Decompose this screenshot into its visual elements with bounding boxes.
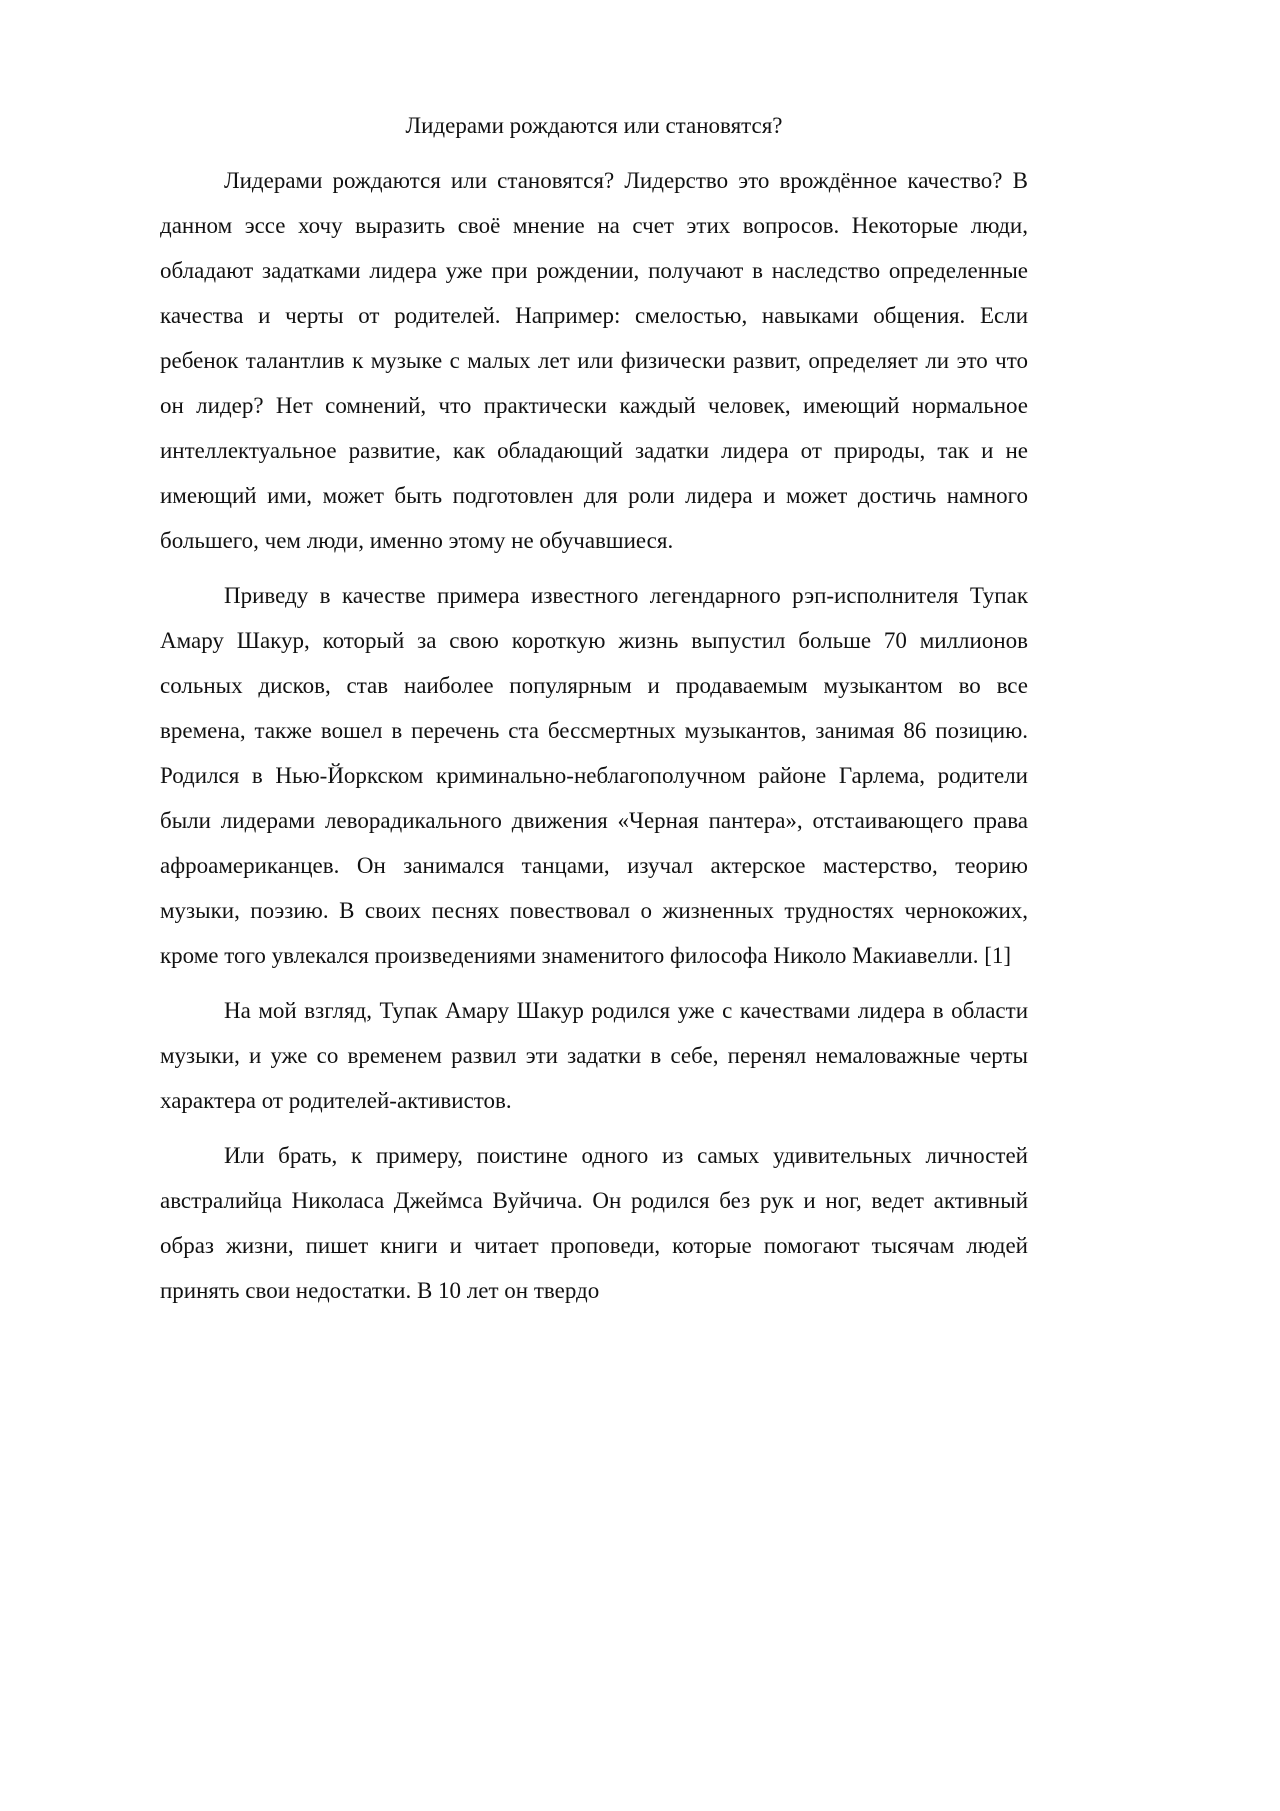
paragraph-2: Приведу в качестве примера известного легендарного рэп-исполнителя Тупак Амару Шакур, который за свою короткую жизнь выпустил больше 70 миллионов сольных дисков, став наиболее популярным и продаваемым музыкантом во все времена, также вошел в перечень ста бессмертных музыкантов, занимая 86 позицию. Родился в Нью-Йоркском криминально-неблагополучном районе Гарлема, родители были лидерами леворадикального движения «Черная пантера», отстаивающего права афроамериканцев. Он занимался танцами, изучал актерское мастерство, теорию музыки, поэзию. В своих песнях повествовал о жизненных трудностях чернокожих, кроме того увлекался произведениями знаменитого философа Николо Макиавелли. [1] (160, 583, 1028, 968)
paragraph-4: Или брать, к примеру, поистине одного из самых удивительных личностей австралийца Николаса Джеймса Вуйчича. Он родился без рук и ног, ведет активный образ жизни, пишет книги и читает проповеди, которые помогают тысячам людей принять свои недостатки. В 10 лет он твердо (160, 1143, 1028, 1303)
document-body (160, 103, 1028, 1323)
document-title: Лидерами рождаются или становятся? (405, 113, 783, 138)
paragraph-3: На мой взгляд, Тупак Амару Шакур родился уже с качествами лидера в области музыки, и уже со временем развил эти задатки в себе, перенял немаловажные черты характера от родителей-активистов. (160, 998, 1028, 1113)
paragraph-1: Лидерами рождаются или становятся? Лидерство это врождённое качество? В данном эссе хочу выразить своё мнение на счет этих вопросов. Некоторые люди, обладают задатками лидера уже при рождении, получают в наследство определенные качества и черты от родителей. Например: смелостью, навыками общения. Если ребенок талантлив к музыке с малых лет или физически развит, определяет ли это что он лидер? Нет сомнений, что практически каждый человек, имеющий нормальное интеллектуальное развитие, как обладающий задатки лидера от природы, так и не имеющий ими, может быть подготовлен для роли лидера и может достичь намного большего, чем люди, именно этому не обучавшиеся. (160, 168, 1028, 553)
